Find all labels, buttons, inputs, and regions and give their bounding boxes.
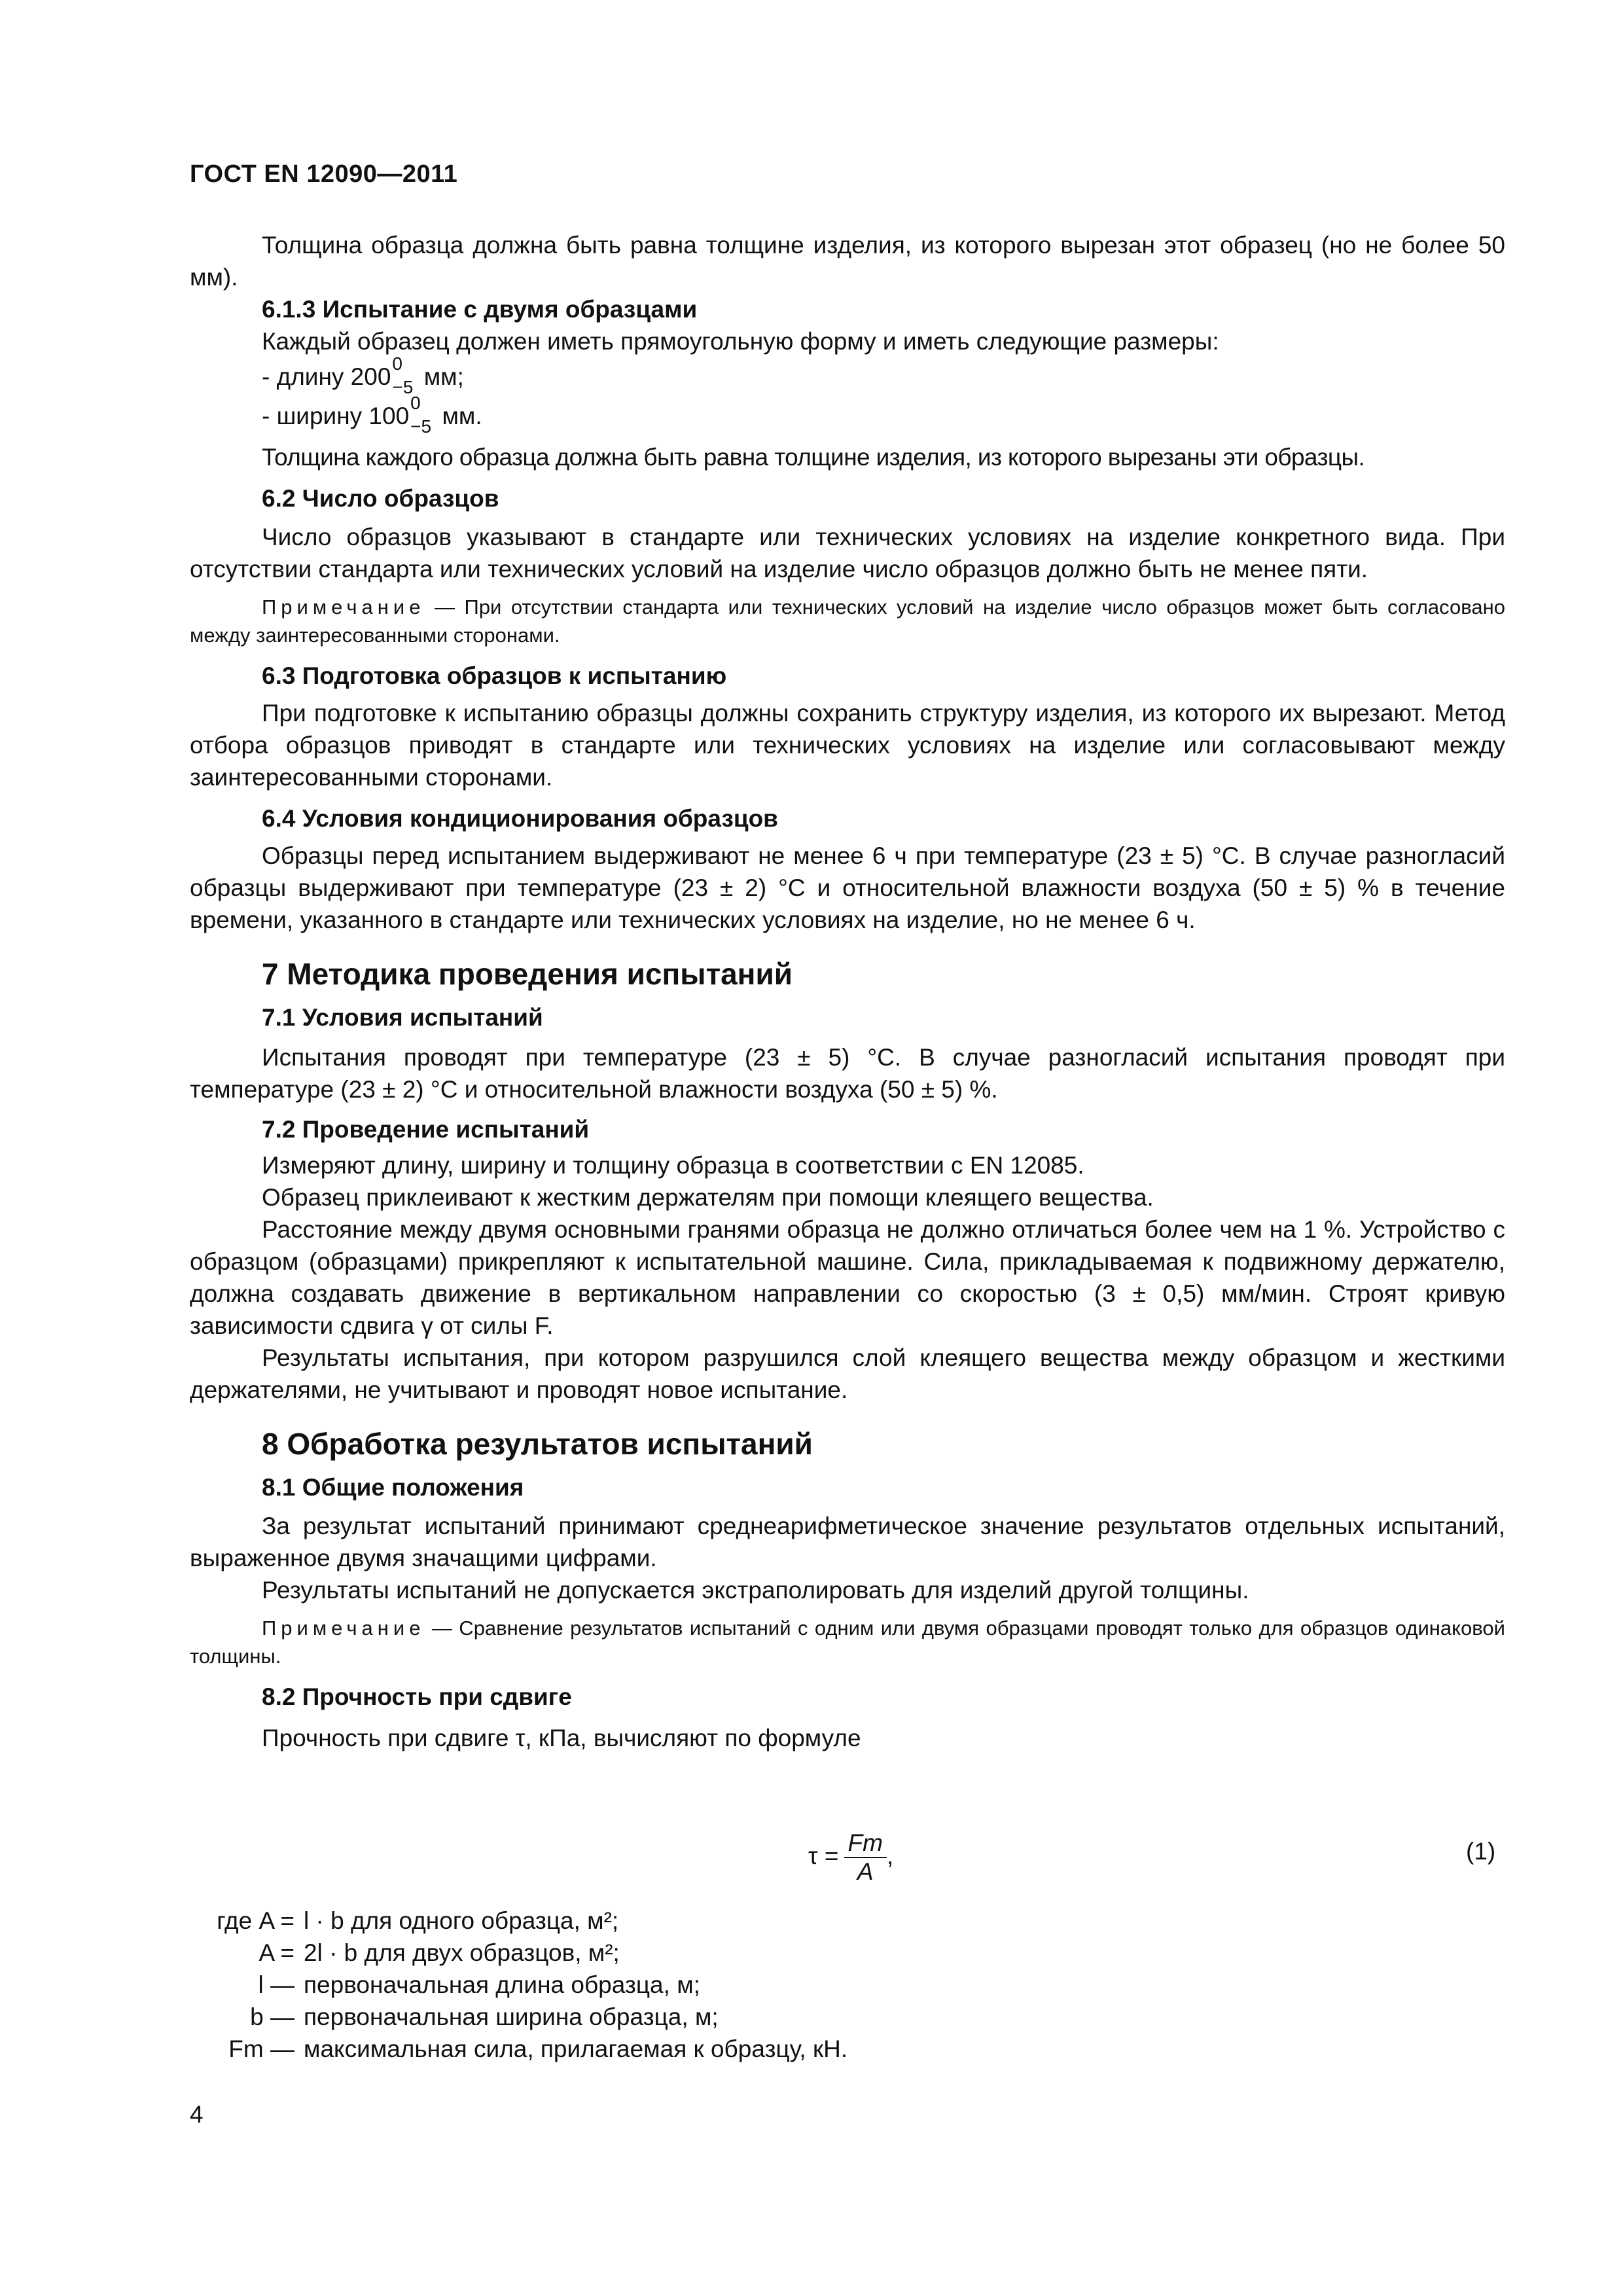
section-7-2-heading: 7.2 Проведение испытаний bbox=[262, 1116, 590, 1143]
section-6-2-para: Число образцов указывают в стандарте или технических условиях на изделие конкретного вида. При отсутствии стандарта или технических условий на изделие число образцов должно быть не менее пяти. bbox=[190, 524, 1505, 583]
page-number: 4 bbox=[190, 2101, 204, 2128]
where-row-4 bbox=[190, 2033, 847, 2065]
intro-paragraph: Толщина образца должна быть равна толщине изделия, из которого вырезан этот образец (но не более 50 мм). bbox=[190, 232, 1505, 291]
section-6-1-3-heading: 6.1.3 Испытание с двумя образцами bbox=[262, 296, 698, 323]
length-tolerance bbox=[391, 353, 417, 397]
where-desc: максимальная сила, прилагаемая к образцу, кН. bbox=[304, 2036, 848, 2062]
length-tol-upper: 0 bbox=[392, 353, 402, 374]
section-7-2-p3: Расстояние между двумя основными гранями образца не должно отличаться более чем на 1 %. Устройство с образцом (образцами) прикрепляют к испытательной машине. Сила, прикладываемая к подвижному держателю, должна создавать движение в вертикальном направлении со скоростью (3 ± 0,5) мм/мин. Строят кривую зависимости сдвига γ от силы F. bbox=[190, 1216, 1505, 1339]
section-6-4-heading: 6.4 Условия кондиционирования образцов bbox=[262, 805, 778, 832]
width-prefix: - ширину 100 bbox=[262, 403, 410, 429]
section-6-2-note bbox=[190, 593, 1505, 649]
where-desc: l · b для одного образца, м²; bbox=[304, 1907, 619, 1934]
formula-1 bbox=[808, 1829, 893, 1886]
where-list bbox=[190, 1905, 847, 2065]
section-8-2-p1: Прочность при сдвиге τ, кПа, вычисляют по формуле bbox=[262, 1725, 861, 1751]
where-symbol: где A = bbox=[217, 1907, 294, 1934]
body-top bbox=[190, 229, 1505, 1754]
length-suffix: мм; bbox=[423, 363, 464, 390]
section-6-4-para: Образцы перед испытанием выдерживают не менее 6 ч при температуре (23 ± 5) °С. В случае разногласий образцы выдерживают при температуре (23 ± 2) °С и относительной влажности воздуха (50 ± 5) % в течение времени, указанного в стандарте или технических условиях на изделие, но не менее 6 ч. bbox=[190, 842, 1505, 933]
note-label-2: Примечание bbox=[262, 1617, 425, 1640]
where-symbol: A = bbox=[259, 1939, 294, 1966]
width-suffix: мм. bbox=[442, 403, 482, 429]
section-8-1-p1: За результат испытаний принимают среднеарифметическое значение результатов отдельных испытаний, выраженное двумя значащими цифрами. bbox=[190, 1513, 1505, 1571]
formula-lhs: τ = bbox=[808, 1842, 839, 1869]
width-tol-upper: 0 bbox=[410, 393, 421, 413]
equation-number: (1) bbox=[1466, 1838, 1496, 1865]
where-desc: первоначальная длина образца, м; bbox=[304, 1971, 700, 1998]
note-text: — При отсутствии стандарта или технических условий на изделие число образцов может быть согласовано между заинтересованными сторонами. bbox=[190, 596, 1505, 647]
section-7-2-p2: Образец приклеивают к жестким держателям при помощи клеящего вещества. bbox=[262, 1184, 1154, 1211]
section-8-heading: 8 Обработка результатов испытаний bbox=[262, 1427, 813, 1461]
length-tol-lower: −5 bbox=[392, 377, 414, 397]
where-row-0 bbox=[190, 1905, 847, 1937]
where-row-1 bbox=[190, 1937, 847, 1969]
where-symbol: b — bbox=[250, 2003, 294, 2030]
formula-denominator: A bbox=[857, 1858, 874, 1885]
section-6-3-heading: 6.3 Подготовка образцов к испытанию bbox=[262, 662, 727, 689]
note-label: Примечание bbox=[262, 596, 425, 619]
where-row-3 bbox=[190, 2001, 847, 2033]
where-symbol: Fm — bbox=[228, 2036, 294, 2062]
section-6-1-3-line1: Каждый образец должен иметь прямоугольную форму и иметь следующие размеры: bbox=[262, 328, 1219, 355]
width-line bbox=[190, 393, 1505, 437]
length-line bbox=[190, 353, 1505, 397]
section-7-2-p1: Измеряют длину, ширину и толщину образца в соответствии с EN 12085. bbox=[262, 1152, 1084, 1179]
section-7-heading: 7 Методика проведения испытаний bbox=[262, 957, 793, 991]
formula-trail: , bbox=[886, 1842, 894, 1869]
formula-fraction bbox=[844, 1829, 887, 1886]
length-prefix: - длину 200 bbox=[262, 363, 391, 390]
section-7-2-p4: Результаты испытания, при котором разрушился слой клеящего вещества между образцом и жесткими держателями, не учитывают и проводят новое испытание. bbox=[190, 1344, 1505, 1403]
document-header: ГОСТ EN 12090—2011 bbox=[190, 160, 458, 188]
section-8-1-note bbox=[190, 1614, 1505, 1670]
section-8-2-heading: 8.2 Прочность при сдвиге bbox=[262, 1683, 572, 1710]
section-6-3-para: При подготовке к испытанию образцы должны сохранить структуру изделия, из которого их вырезают. Метод отбора образцов приводят в стандарте или технических условиях на изделие или согласовывают между заинтересованными сторонами. bbox=[190, 700, 1505, 791]
where-desc: 2l · b для двух образцов, м²; bbox=[304, 1939, 620, 1966]
section-8-1-p2: Результаты испытаний не допускается экстраполировать для изделий другой толщины. bbox=[262, 1577, 1249, 1604]
where-desc: первоначальная ширина образца, м; bbox=[304, 2003, 719, 2030]
where-symbol: l — bbox=[258, 1971, 294, 1998]
section-8-1-heading: 8.1 Общие положения bbox=[262, 1474, 524, 1501]
width-tolerance bbox=[409, 393, 435, 437]
section-6-2-heading: 6.2 Число образцов bbox=[262, 485, 499, 512]
thickness-line: Толщина каждого образца должна быть равна толщине изделия, из которого вырезаны эти образцы. bbox=[262, 444, 1365, 471]
note-text-2: — Сравнение результатов испытаний с одним или двумя образцами проводят только для образцов одинаковой толщины. bbox=[190, 1617, 1505, 1668]
section-7-1-heading: 7.1 Условия испытаний bbox=[262, 1004, 543, 1031]
formula-numerator: Fm bbox=[844, 1829, 887, 1858]
where-row-2 bbox=[190, 1969, 847, 2001]
section-7-1-para: Испытания проводят при температуре (23 ± 5) °С. В случае разногласий испытания проводят при температуре (23 ± 2) °С и относительной влажности воздуха (50 ± 5) %. bbox=[190, 1044, 1505, 1103]
width-tol-lower: −5 bbox=[410, 416, 432, 437]
